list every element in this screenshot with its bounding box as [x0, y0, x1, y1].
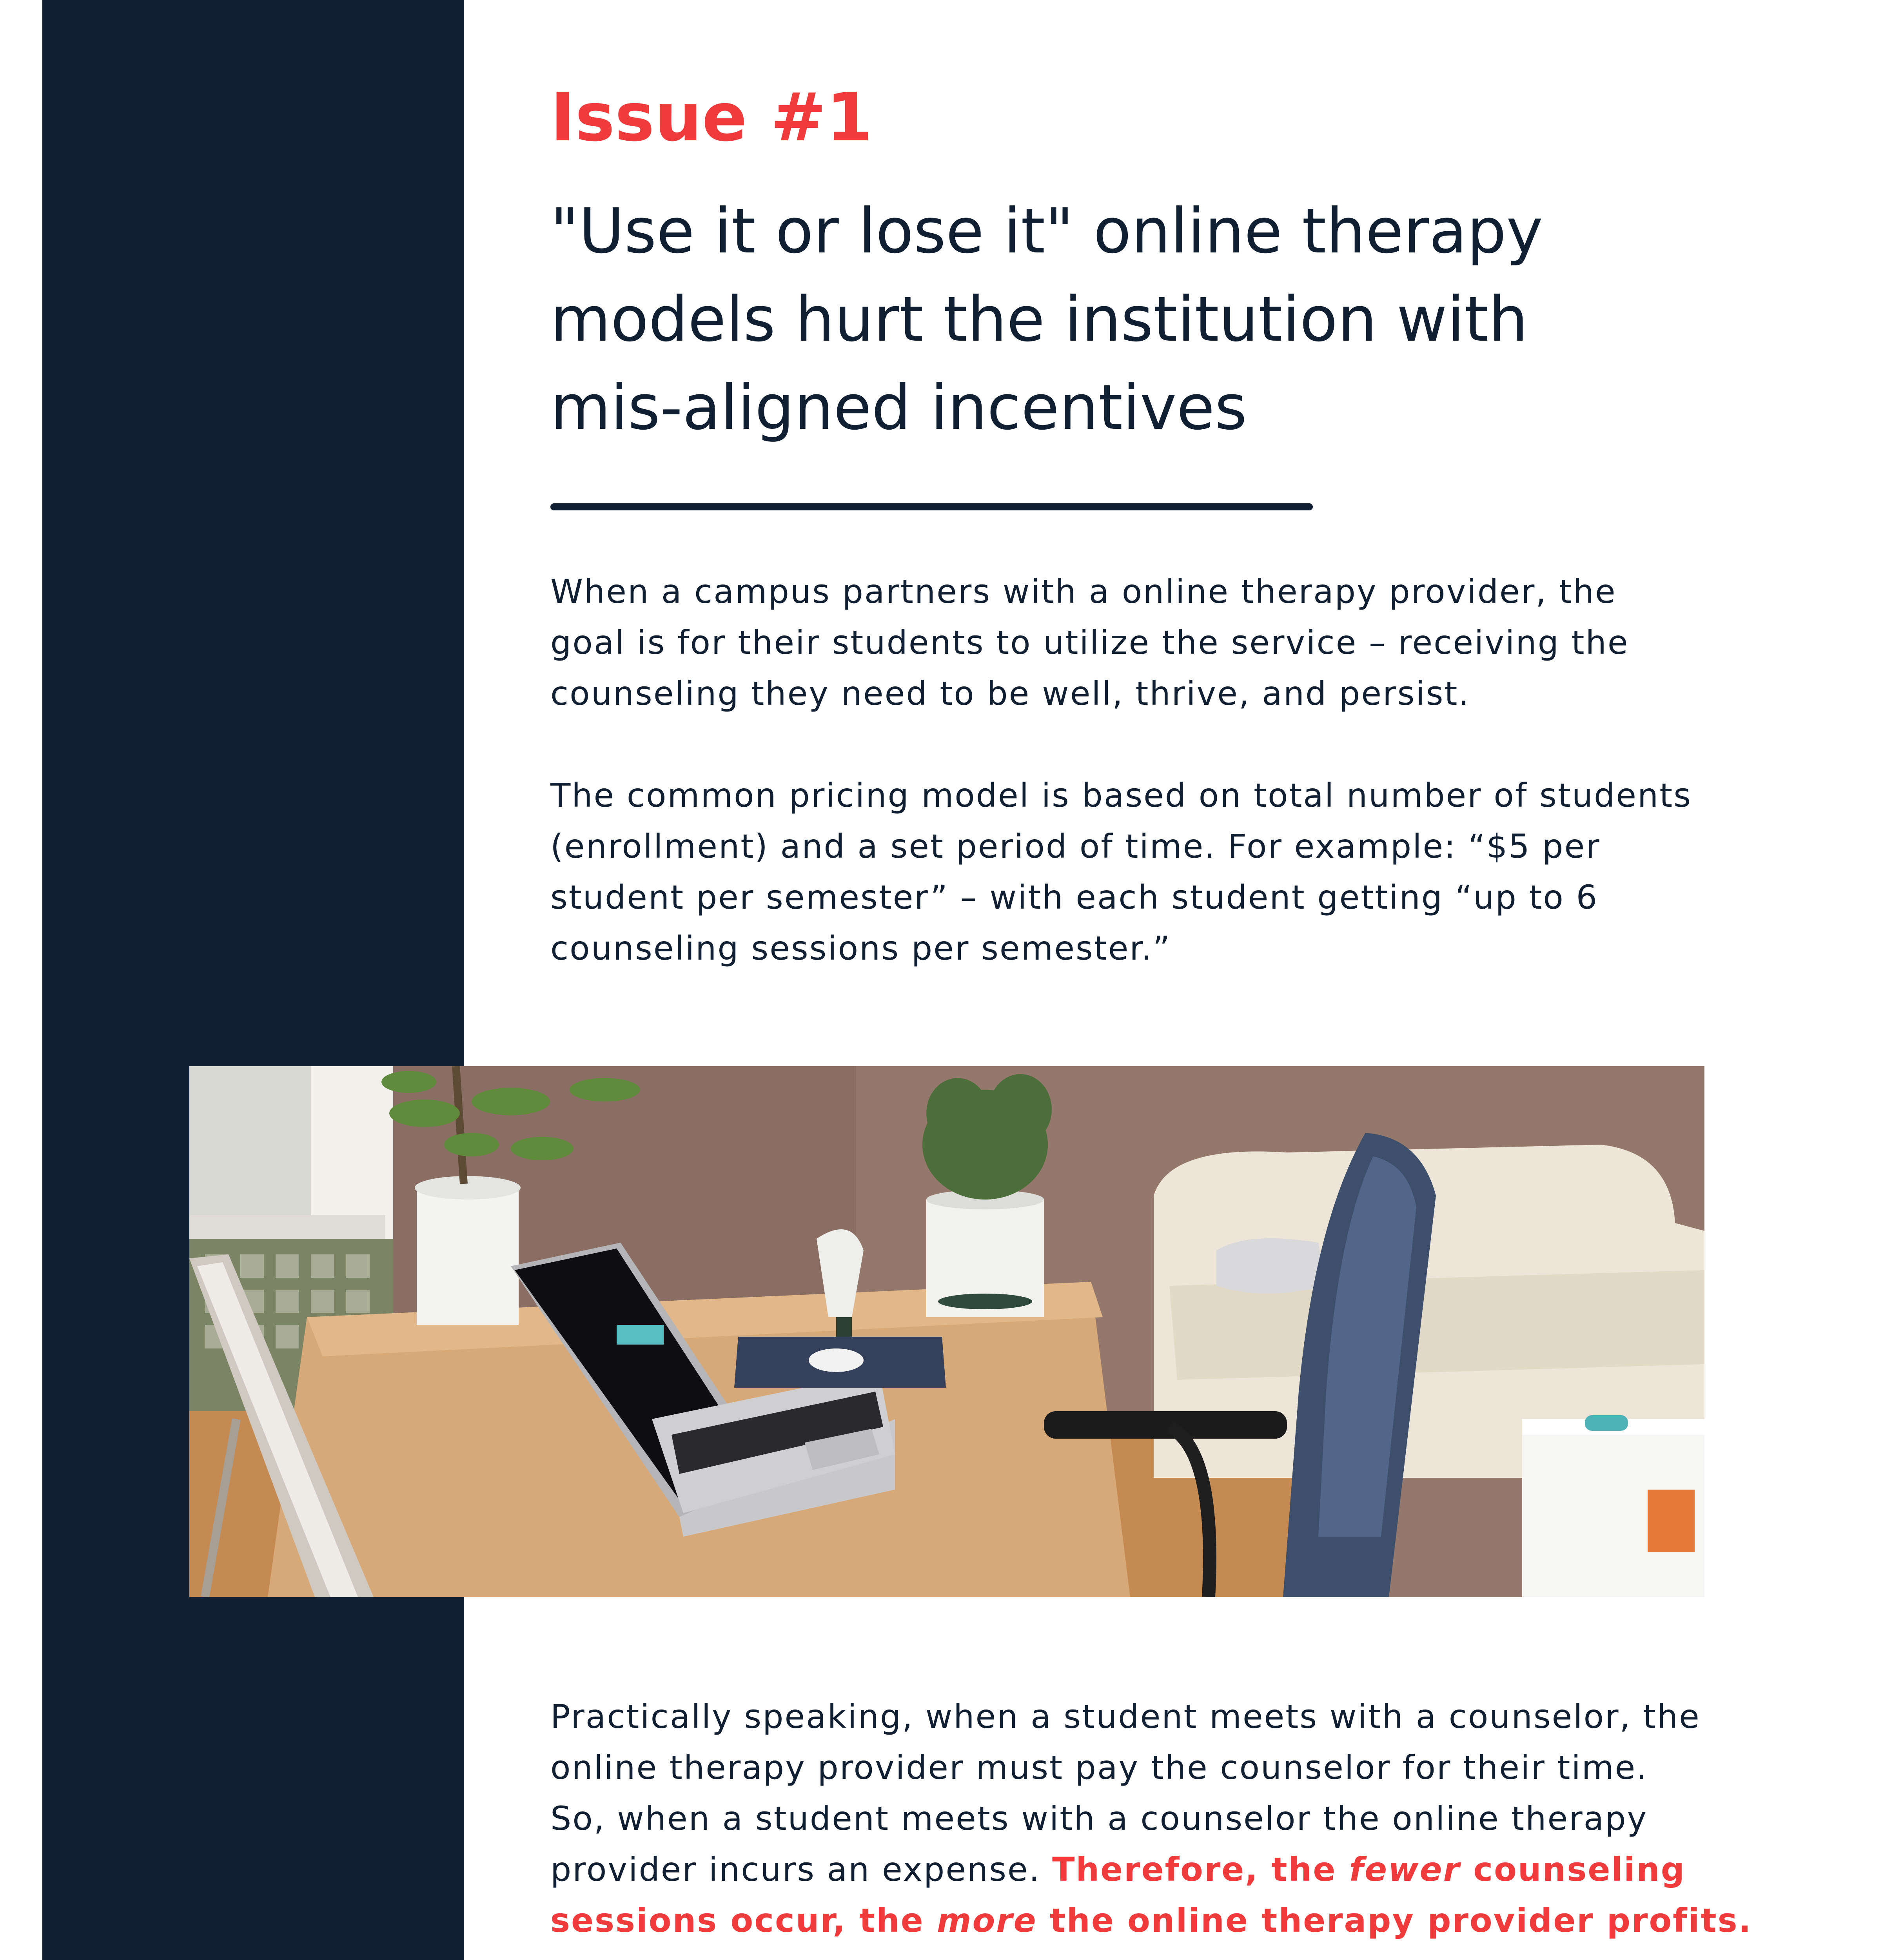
highlight-part: sessions occur, the [550, 1901, 937, 1940]
text-line: goal is for their students to utilize the service – receiving the [550, 623, 1629, 662]
paragraph-cost-incentive [550, 1691, 1805, 1946]
highlight-line [550, 1895, 1805, 1946]
text-line: Practically speaking, when a student meets with a counselor, the [550, 1697, 1701, 1736]
headline-line: models hurt the institution with [550, 283, 1528, 356]
text-line: online therapy provider must pay the counselor for their time. [550, 1748, 1648, 1787]
text-line: The common pricing model is based on total number of students [550, 776, 1692, 815]
text-line [550, 1844, 1805, 1895]
paragraph-partnership-goal [550, 566, 1805, 719]
highlight-italic: fewer [1349, 1850, 1461, 1889]
headline-divider [550, 503, 1313, 510]
headline [550, 187, 1746, 452]
highlight-part: Therefore, the [1052, 1850, 1349, 1889]
text-line: When a campus partners with a online therapy provider, the [550, 572, 1617, 611]
text-plain: provider incurs an expense. [550, 1850, 1053, 1889]
highlight-part: the online therapy provider profits. [1037, 1901, 1752, 1940]
text-line: counseling they need to be well, thrive, and persist. [550, 674, 1470, 713]
text-line: (enrollment) and a set period of time. For example: “$5 per [550, 827, 1601, 866]
office-desk-photo [189, 1066, 1704, 1597]
text-line: counseling sessions per semester.” [550, 929, 1171, 967]
sidebar-panel [42, 0, 464, 1960]
issue-label: Issue #1 [550, 79, 873, 156]
highlight-italic: more [937, 1901, 1037, 1940]
highlight-part: counseling [1461, 1850, 1686, 1889]
paragraph-pricing-model [550, 770, 1805, 974]
headline-line: "Use it or lose it" online therapy [550, 195, 1543, 267]
text-line: student per semester” – with each student getting “up to 6 [550, 878, 1599, 916]
highlight-text [1052, 1850, 1686, 1889]
text-line: So, when a student meets with a counselor the online therapy [550, 1799, 1648, 1838]
headline-line: mis-aligned incentives [550, 372, 1247, 444]
